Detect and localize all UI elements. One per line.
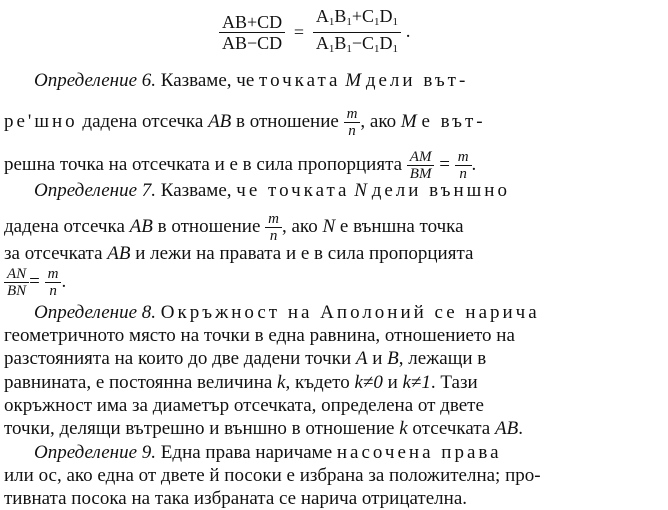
def9-label: Определение 9. [34,442,157,463]
def8-line6: точки, делящи вътрешно и външно в отношение k отсечката AB. [4,418,523,439]
def7-proportion-lhs: $\frac{AN}{BN}$ [4,266,29,299]
def6-ratio: $\frac{m}{n}$ [344,106,361,139]
rhs-denominator: $A_1B_1-C_1D_1$ [315,33,399,55]
def9-line2: или ос, ако една от двете й посоки е избрана за положителна; про- [4,465,541,486]
lhs-numerator: AB+CD [219,12,285,33]
def7-line4: $\frac{AN}{BN}$ = $\frac{m}{n}$ . [4,266,66,299]
def6-line3: решна точка на отсечката и е в сила пропорцията $\frac{AM}{BM}$ = $\frac{m}{n}$ . [4,149,477,182]
top-formula [219,6,411,59]
def7-line1: Определение 7. Казваме, че точката N дели външно [34,180,510,201]
def6-line2: ре'шно дадена отсечка AB в отношение $\frac{m}{n}$ , ако M е вът- [4,106,486,139]
rhs-fraction [313,6,401,59]
equals-sign: = [293,22,305,42]
def6-proportion-lhs: $\frac{AM}{BM}$ [407,149,435,182]
def9-line3: тивната посока на така избраната се нарича отрицателна. [4,488,468,509]
def7-line2: дадена отсечка AB в отношение $\frac{m}{n}$ , ако N е външна точка [4,211,464,244]
lhs-fraction [219,12,285,53]
def8-line2: геометричното място на точки в една равнина, отношението на [4,325,515,346]
def8-line3: разстоянията на които до две дадени точки A и B, лежащи в [4,348,487,369]
def7-label: Определение 7. [34,180,157,201]
def8-label: Определение 8. [34,302,157,323]
def8-line1: Определение 8. Окръжност на Аполоний се нарича [34,302,540,323]
def7-proportion-rhs: $\frac{m}{n}$ [45,266,62,299]
def6-proportion-rhs: $\frac{m}{n}$ [455,149,472,182]
def9-line1: Определение 9. Една права наричаме насочена права [34,442,502,463]
def8-line4: равнината, е постоянна величина k, където k≠0 и k≠1. Тази [4,372,478,393]
def6-line1: Определение 6. Казваме, че точката M дели вът- [34,70,469,91]
def7-line3: за отсечката AB и лежи на правата и е в сила пропорцията [4,243,474,264]
def8-line5: окръжност има за диаметър отсечката, определена от двете [4,395,484,416]
lhs-denominator: AB−CD [222,33,283,53]
def6-label: Определение 6. [34,70,157,91]
formula-period: . [405,20,411,42]
rhs-numerator: $A_1B_1+C_1D_1$ [313,6,401,33]
def7-ratio: $\frac{m}{n}$ [265,211,282,244]
